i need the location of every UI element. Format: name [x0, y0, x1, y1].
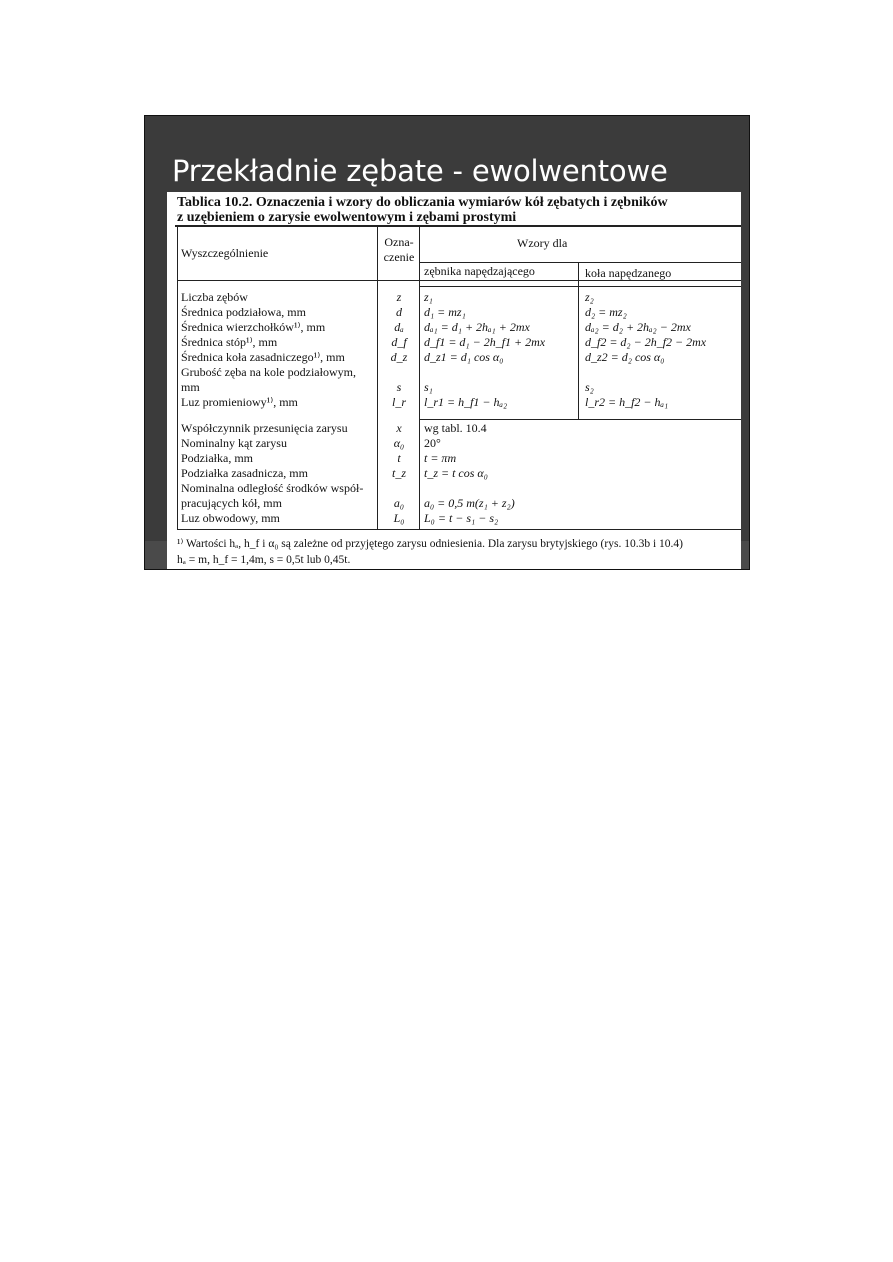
- slide-title: Przekładnie zębate - ewolwentowe: [172, 154, 668, 188]
- row-symbol: d_f: [391, 335, 407, 349]
- formula: a₀ = 0,5 m(z₁ + z₂): [424, 496, 515, 510]
- group2-symbols: [379, 421, 419, 526]
- table-caption: [177, 195, 737, 225]
- row-symbol: d_z: [390, 350, 408, 364]
- formula: d₂ = mz₂: [585, 305, 627, 319]
- row-label: mm: [181, 380, 200, 394]
- formula: [585, 365, 706, 380]
- row-label: pracujących kół, mm: [181, 496, 282, 510]
- row-symbol: t: [397, 451, 401, 465]
- formula: d_f2 = d₂ − 2h_f2 − 2mx: [585, 335, 707, 349]
- row-symbol: dₐ: [394, 320, 404, 334]
- row-symbol: L₀: [393, 511, 405, 525]
- group1-pinion-formulas: [424, 290, 545, 410]
- row-label: Współczynnik przesunięcia zarysu: [181, 421, 348, 435]
- row-label: Nominalna odległość środków współ-: [181, 481, 364, 495]
- formula: wg tabl. 10.4: [424, 421, 487, 435]
- row-label: Liczba zębów: [181, 290, 248, 304]
- slide: [144, 115, 750, 570]
- header-symbol-line: czenie: [383, 250, 415, 264]
- row-symbol: [379, 365, 419, 380]
- row-label: Grubość zęba na kole podziałowym,: [181, 365, 356, 379]
- table-caption-line: z uzębieniem o zarysie ewolwentowym i zębami prostymi: [177, 210, 517, 225]
- row-symbol: α₀: [393, 436, 405, 450]
- table-rule: [419, 419, 741, 420]
- formula: l_r1 = h_f1 − hₐ₂: [424, 395, 508, 409]
- row-symbol: [379, 481, 419, 496]
- header-description: Wyszczególnienie: [181, 246, 269, 260]
- row-label: Podziałka zasadnicza, mm: [181, 466, 308, 480]
- formula: z₁: [424, 290, 433, 304]
- table-rule: [419, 225, 420, 529]
- header-symbol-line: Ozna-: [384, 235, 414, 249]
- row-symbol: x: [396, 421, 402, 435]
- group2-labels: [181, 421, 363, 526]
- formula: [424, 481, 515, 496]
- header-pinion: zębnika napędzającego: [424, 264, 535, 278]
- formula: s₂: [585, 380, 594, 394]
- row-label: Średnica stóp¹⁾, mm: [181, 335, 278, 349]
- row-symbol: d: [396, 305, 402, 319]
- formula: s₁: [424, 380, 433, 394]
- footnote-line: ¹⁾ Wartości hₐ, h_f i α₀ są zależne od przyjętego zarysu odniesienia. Dla zarysu brytyjskiego (rys. 10.3b i 10.4): [177, 538, 683, 550]
- header-gear: koła napędzanego: [585, 266, 672, 280]
- table-rule: [377, 225, 378, 529]
- table-rule: [419, 286, 741, 287]
- group1-gear-formulas: [585, 290, 706, 410]
- scanned-table: [167, 192, 741, 570]
- formula: [424, 365, 545, 380]
- row-symbol: z: [396, 290, 402, 304]
- formula: dₐ₁ = d₁ + 2hₐ₁ + 2mx: [424, 320, 530, 334]
- group2-formulas: [424, 421, 515, 526]
- row-symbol: l_r: [391, 395, 406, 409]
- header-symbol: [380, 235, 418, 265]
- row-label: Podziałka, mm: [181, 451, 253, 465]
- header-formulas: Wzory dla: [517, 236, 568, 250]
- row-label: Luz obwodowy, mm: [181, 511, 280, 525]
- formula: dₐ₂ = d₂ + 2hₐ₂ − 2mx: [585, 320, 691, 334]
- group1-symbols: [379, 290, 419, 410]
- formula: z₂: [585, 290, 594, 304]
- formula: l_r2 = h_f2 − hₐ₁: [585, 395, 669, 409]
- formula: d_z2 = d₂ cos α₀: [585, 350, 665, 364]
- formula: t = πm: [424, 451, 457, 465]
- row-symbol: s: [396, 380, 402, 394]
- table-rule: [419, 262, 741, 263]
- row-label: Luz promieniowy¹⁾, mm: [181, 395, 298, 409]
- table-footnote: [177, 536, 737, 568]
- group1-labels: [181, 290, 356, 410]
- formula: t_z = t cos α₀: [424, 466, 488, 480]
- formula: d₁ = mz₁: [424, 305, 466, 319]
- row-label: Średnica wierzchołków¹⁾, mm: [181, 320, 326, 334]
- formula: d_f1 = d₁ − 2h_f1 + 2mx: [424, 335, 546, 349]
- table-rule: [177, 225, 178, 529]
- footnote-line: hₐ = m, h_f = 1,4m, s = 0,5t lub 0,45t.: [177, 554, 351, 566]
- row-symbol: t_z: [391, 466, 406, 480]
- formula: d_z1 = d₁ cos α₀: [424, 350, 504, 364]
- row-label: Średnica koła zasadniczego¹⁾, mm: [181, 350, 345, 364]
- table-caption-line: Tablica 10.2. Oznaczenia i wzory do obliczania wymiarów kół zębatych i zębników: [177, 195, 668, 210]
- row-label: Średnica podziałowa, mm: [181, 305, 306, 319]
- row-symbol: a₀: [393, 496, 405, 510]
- table-rule: [177, 529, 741, 530]
- table-rule: [175, 225, 741, 227]
- formula: 20°: [424, 436, 441, 450]
- formula: L₀ = t − s₁ − s₂: [424, 511, 499, 525]
- row-label: Nominalny kąt zarysu: [181, 436, 287, 450]
